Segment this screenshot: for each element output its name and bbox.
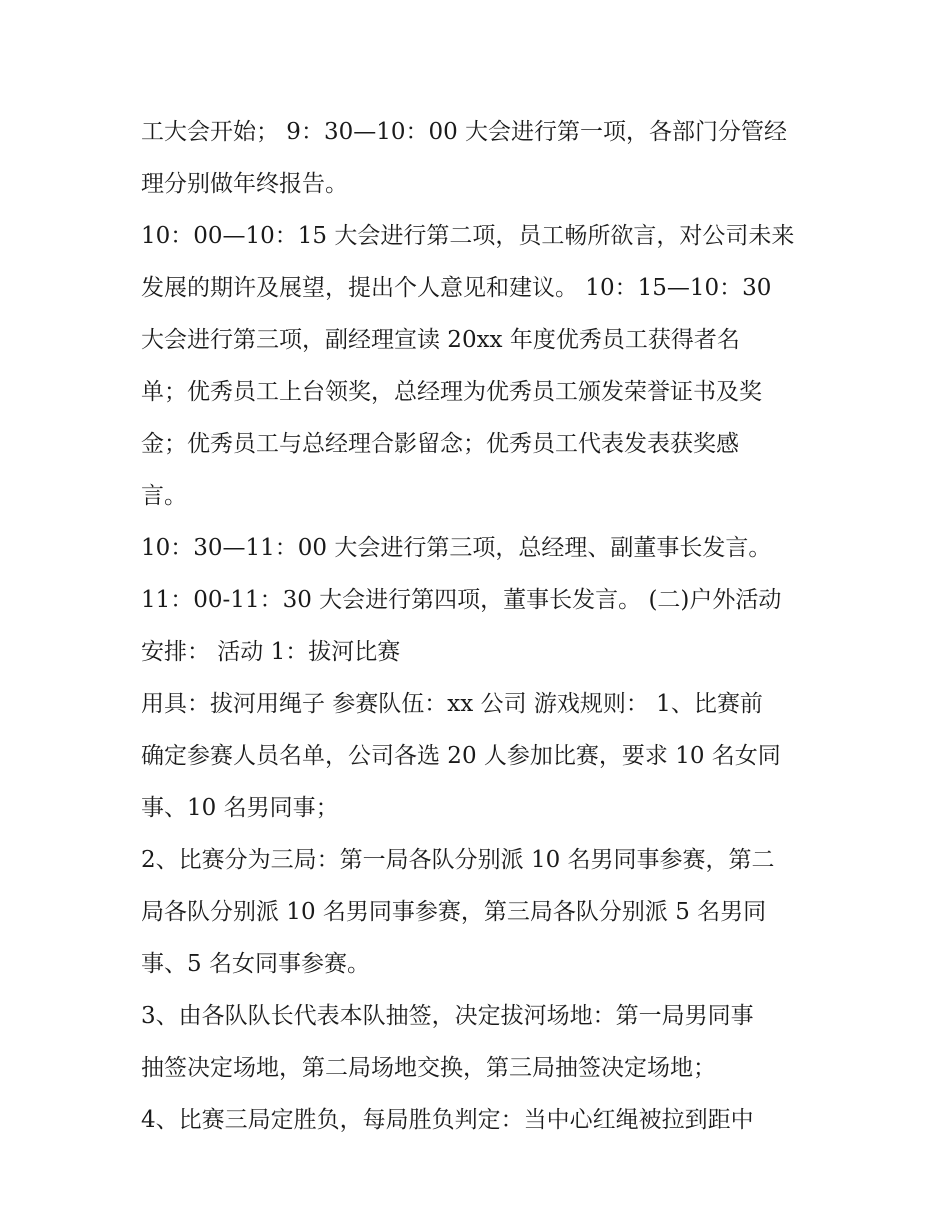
text-line: 用具：拔河用绳子 参赛队伍：xx 公司 游戏规则： 1、比赛前 (141, 691, 763, 717)
text-line: 3、由各队队长代表本队抽签，决定拔河场地：第一局男同事 (141, 1003, 754, 1029)
text-line: 4、比赛三局定胜负，每局胜负判定：当中心红绳被拉到距中 (141, 1107, 754, 1133)
text-line: 工大会开始； 9：30—10：00 大会进行第一项，各部门分管经 (141, 119, 788, 145)
text-line: 理分别做年终报告。 (141, 171, 348, 197)
text-line: 2、比赛分为三局：第一局各队分别派 10 名男同事参赛，第二 (141, 847, 775, 873)
text-line: 安排： 活动 1：拔河比赛 (141, 639, 401, 665)
text-line: 确定参赛人员名单，公司各选 20 人参加比赛，要求 10 名女同 (141, 743, 781, 769)
text-line: 局各队分别派 10 名男同事参赛，第三局各队分别派 5 名男同 (141, 899, 767, 925)
text-line: 事、10 名男同事； (141, 795, 339, 821)
text-line: 事、5 名女同事参赛。 (141, 951, 370, 977)
text-line: 单；优秀员工上台领奖，总经理为优秀员工颁发荣誉证书及奖 (141, 379, 762, 405)
text-line: 11：00-11：30 大会进行第四项，董事长发言。 (二)户外活动 (141, 587, 782, 613)
text-line: 10：30—11：00 大会进行第三项，总经理、副董事长发言。 (141, 535, 772, 561)
text-line: 言。 (141, 483, 187, 509)
text-line: 大会进行第三项，副经理宣读 20xx 年度优秀员工获得者名 (141, 327, 740, 353)
text-line: 抽签决定场地，第二局场地交换，第三局抽签决定场地； (141, 1055, 716, 1081)
text-line: 金；优秀员工与总经理合影留念；优秀员工代表发表获奖感 (141, 431, 739, 457)
text-line: 发展的期许及展望，提出个人意见和建议。 10：15—10：30 (141, 275, 772, 301)
document-body (141, 106, 821, 1146)
text-line: 10：00—10：15 大会进行第二项，员工畅所欲言，对公司未来 (141, 223, 795, 249)
